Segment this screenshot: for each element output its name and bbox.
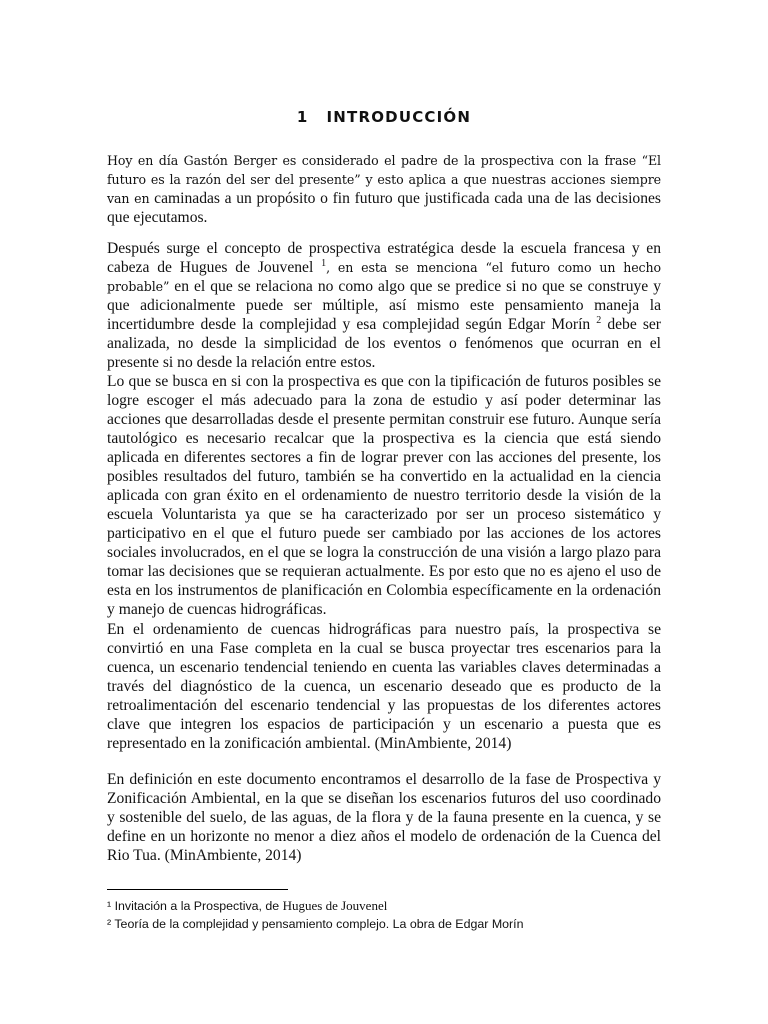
footnote-2-text: Teoría de la complejidad y pensamiento complejo. La obra de Edgar Morín <box>111 917 524 931</box>
paragraph-5: En definición en este documento encontramos el desarrollo de la fase de Prospectiva y Zonificación Ambiental, en la que se diseñan los escenarios futuros del uso coordinado y sostenible del suelo, de las aguas, de la flora y de la fauna presente en la cuenca, y se define en un horizonte no menor a diez años el modelo de ordenación de la Cuenca del Rio Tua. (MinAmbiente, 2014) <box>107 771 661 864</box>
footnote-2 <box>107 917 524 931</box>
paragraph-2-quote: , en esta se menciona “el futuro como un hecho probable” <box>107 260 661 294</box>
footnote-1-text: Invitación a la Prospectiva, de <box>111 899 283 913</box>
footnote-ref-1[interactable]: 1 <box>321 257 327 269</box>
footnote-divider <box>107 889 288 890</box>
section-title: INTRODUCCIÓN <box>326 108 472 126</box>
paragraph-1 <box>107 151 661 227</box>
section-heading <box>0 108 768 126</box>
paragraph-2 <box>107 239 661 372</box>
paragraph-2-text-c: en el que se relaciona no como algo que se predice si no que se construye y que adicionalmente puede ser múltiple, así mismo este pensamiento maneja la incertidumbre desde la complejidad y esa complejidad según Edgar Morín <box>107 278 661 333</box>
section-number: 1 <box>296 108 309 126</box>
paragraph-3: Lo que se busca en si con la prospectiva es que con la tipificación de futuros posibles se logre escoger el más adecuado para la zona de estudio y así poder determinar las acciones que desarrolladas desde el presente permitan construir ese futuro. Aunque sería tautológico es necesario recalcar que la prospectiva es la ciencia que está siendo aplicada en diferentes sectores a fin de lograr prever con las acciones del presente, los posibles resultados del futuro, también se ha convertido en la actualidad en la ciencia aplicada con gran éxito en el ordenamiento de nuestro territorio desde la visión de la escuela Voluntarista ya que se ha caracterizado por ser un proceso sistemático y participativo en el que el futuro puede ser cambiado por las acciones de los actores sociales involucrados, en el que se logra la construcción de una visión a largo plazo para tomar las decisiones que se requieran actualmente. Es por esto que no es ajeno el uso de esta en los instrumentos de planificación en Colombia específicamente en la ordenación y manejo de cuencas hidrográficas. <box>107 373 661 618</box>
footnote-ref-2[interactable]: 2 <box>596 314 602 326</box>
footnote-1 <box>107 898 387 914</box>
paragraph-1-handwritten-text: Hoy en día Gastón Berger es considerado el padre de la prospectiva con la frase “El futuro es la razón del ser del presente” y esto aplica a que nuestras acciones siempre van en <box>107 153 661 206</box>
paragraph-4: En el ordenamiento de cuencas hidrográficas para nuestro país, la prospectiva se convirtió en una Fase completa en la cual se busca proyectar tres escenarios para la cuenca, un escenario tendencial teniendo en cuenta las variables claves determinadas a través del diagnóstico de la cuenca, un escenario deseado que es producto de la retroalimentación del escenario tendencial y las propuestas de los diferentes actores clave que integren los espacios de participación y un escenario a puesta que es representado en la zonificación ambiental. (MinAmbiente, 2014) <box>107 621 661 752</box>
footnote-2-mark: ² <box>107 917 112 931</box>
footnote-1-author: Hugues de Jouvenel <box>282 898 388 913</box>
paragraph-1-text: caminadas a un propósito o fin futuro que justificada cada una de las decisiones que ejecutamos. <box>107 190 661 226</box>
paragraph-2-text-d: debe ser analizada, no desde la simplicidad de los eventos o fenómenos que ocurran en el presente si no desde la relación entre estos. <box>107 316 661 371</box>
paragraph-2-text-a: Después surge el concepto de prospectiva estratégica desde la escuela francesa y en cabeza de Hugues de Jouvenel <box>107 240 661 276</box>
footnote-1-mark: ¹ <box>107 899 112 913</box>
